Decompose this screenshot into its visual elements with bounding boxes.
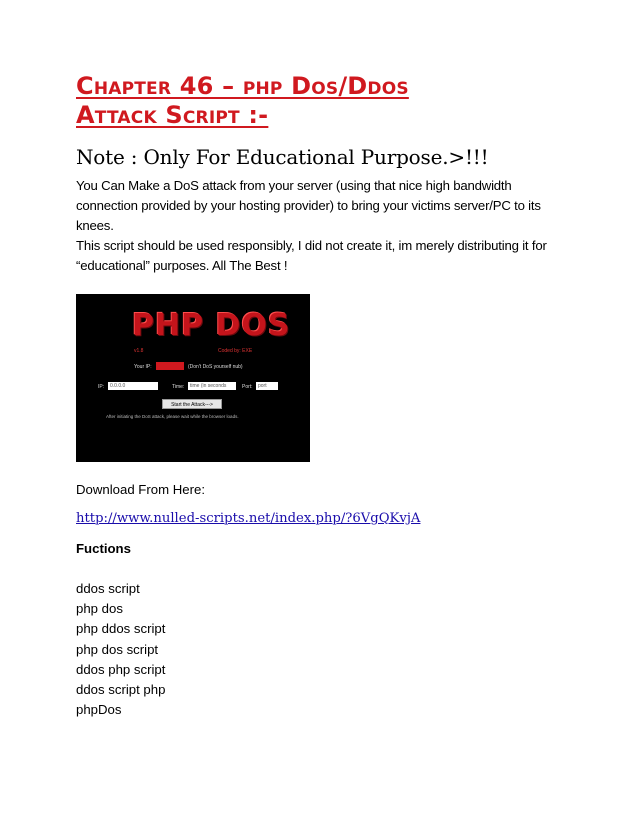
coded-by-label: Coded by: EXE — [218, 348, 253, 354]
list-item: ddos script php — [76, 682, 166, 698]
your-ip-label: Your IP: — [134, 364, 152, 370]
start-attack-button: Start the Attack---> — [162, 399, 222, 409]
intro-paragraph: You Can Make a DoS attack from your server (using that nice high bandwidth connection provided by your hosting provider) to bring your victims server/PC to its knees. — [76, 178, 541, 233]
keyword-list — [76, 579, 576, 720]
list-item: phpDos — [76, 702, 122, 718]
ip-field: 0.0.0.0 — [108, 382, 158, 390]
after-initiating-text: After initiating the DoS attack, please wait while the browser loads. — [106, 414, 239, 419]
download-link[interactable]: http://www.nulled-scripts.net/index.php/?6VgQKvjA — [76, 511, 421, 526]
list-item: ddos script — [76, 581, 140, 596]
port-field-label: Port: — [242, 384, 253, 390]
time-field: time (in seconds — [188, 382, 236, 390]
document-page — [76, 72, 576, 720]
port-field: port — [256, 382, 278, 390]
chapter-title — [76, 72, 576, 130]
chapter-title-line2: Attack Script :- — [76, 101, 269, 129]
time-field-label: Time: — [172, 384, 185, 390]
list-item: php dos script — [76, 641, 159, 657]
list-item: php ddos script — [76, 621, 166, 637]
chapter-title-line1: Chapter 46 – php Dos/Ddos — [76, 72, 409, 100]
php-dos-logo: PHP DOS — [132, 308, 291, 343]
list-item: php dos — [76, 601, 123, 617]
version-label: v1.8 — [134, 348, 144, 354]
download-label: Download From Here: — [76, 482, 205, 497]
dont-dos-note: (Don't DoS yourself nub) — [188, 364, 243, 370]
php-dos-screenshot — [76, 294, 310, 462]
ip-field-label: IP: — [98, 384, 105, 390]
note-heading: Note : Only For Educational Purpose.>!!! — [76, 145, 489, 169]
your-ip-box — [156, 362, 184, 370]
list-item: ddos php script — [76, 661, 166, 677]
functions-heading: Fuctions — [76, 541, 131, 556]
disclaimer-paragraph: This script should be used responsibly, I did not create it, im merely distributing it for “educational” purposes. All The Best ! — [76, 238, 547, 273]
